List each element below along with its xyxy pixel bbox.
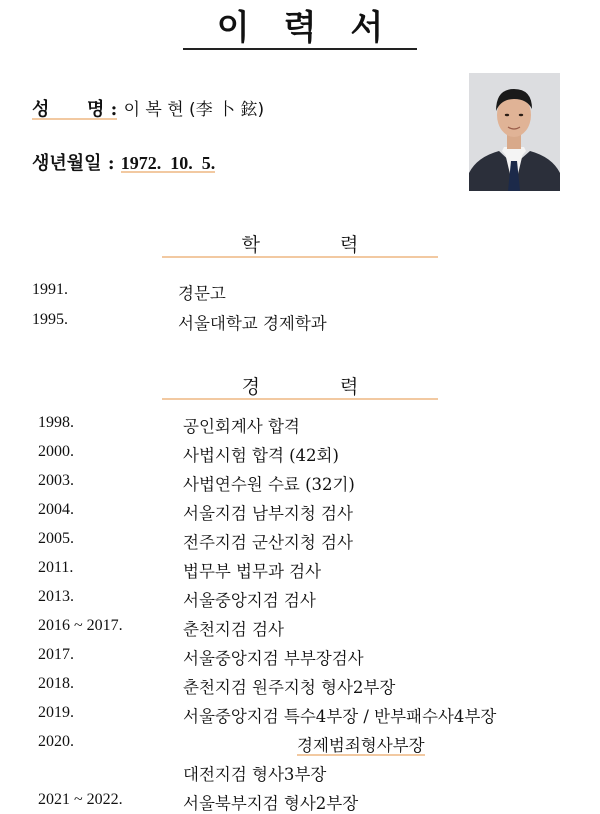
career-heading: 경력 (0, 374, 600, 400)
career-year: 2018. (38, 675, 74, 692)
career-desc: 서울중앙지검 부부장검사 (183, 649, 364, 668)
career-desc: 사법시험 합격 (42회) (183, 446, 339, 465)
career-desc: 서울북부지검 형사2부장 (183, 794, 359, 813)
name-row (32, 95, 264, 121)
career-desc: 서울중앙지검 검사 (183, 591, 316, 610)
education-desc: 경문고 (178, 284, 226, 303)
career-desc: 춘천지검 검사 (183, 620, 284, 639)
career-desc: 경제범죄형사부장 (297, 732, 425, 756)
career-desc: 춘천지검 원주지청 형사2부장 (183, 678, 396, 697)
career-year: 2017. (38, 646, 74, 663)
career-desc: 사법연수원 수료 (32기) (183, 475, 355, 494)
career-desc: 전주지검 군산지청 검사 (183, 533, 353, 552)
document-title: 이력서 (0, 8, 600, 50)
career-year: 2004. (38, 501, 74, 518)
education-year: 1991. (32, 281, 68, 298)
career-year: 2013. (38, 588, 74, 605)
career-year: 2000. (38, 443, 74, 460)
career-year: 2011. (38, 559, 74, 576)
career-year: 2003. (38, 472, 74, 489)
career-desc: 서울중앙지검 특수4부장 / 반부패수사4부장 (183, 707, 497, 726)
name-label: 성 명 : (32, 99, 118, 120)
birth-value: 1972. 10. 5. (120, 153, 216, 173)
portrait-photo-icon (469, 73, 560, 191)
career-year: 2020. (38, 733, 74, 750)
career-desc: 대전지검 형사3부장 (183, 765, 327, 784)
name-value: 이 복 현 (李 卜 鉉) (123, 100, 265, 120)
education-year: 1995. (32, 311, 68, 328)
career-desc: 서울지검 남부지청 검사 (183, 504, 353, 523)
birth-row (32, 149, 215, 175)
career-year: 2019. (38, 704, 74, 721)
career-desc: 공인회계사 합격 (183, 417, 300, 436)
career-desc: 법무부 법무과 검사 (183, 562, 322, 581)
education-heading: 학력 (0, 232, 600, 258)
career-year: 1998. (38, 414, 74, 431)
career-year: 2005. (38, 530, 74, 547)
education-desc: 서울대학교 경제학과 (178, 314, 327, 333)
birth-label: 생년월일 : (32, 153, 115, 174)
portrait-svg (469, 73, 560, 191)
career-year: 2021 ~ 2022. (38, 791, 123, 808)
career-year: 2016 ~ 2017. (38, 617, 123, 634)
